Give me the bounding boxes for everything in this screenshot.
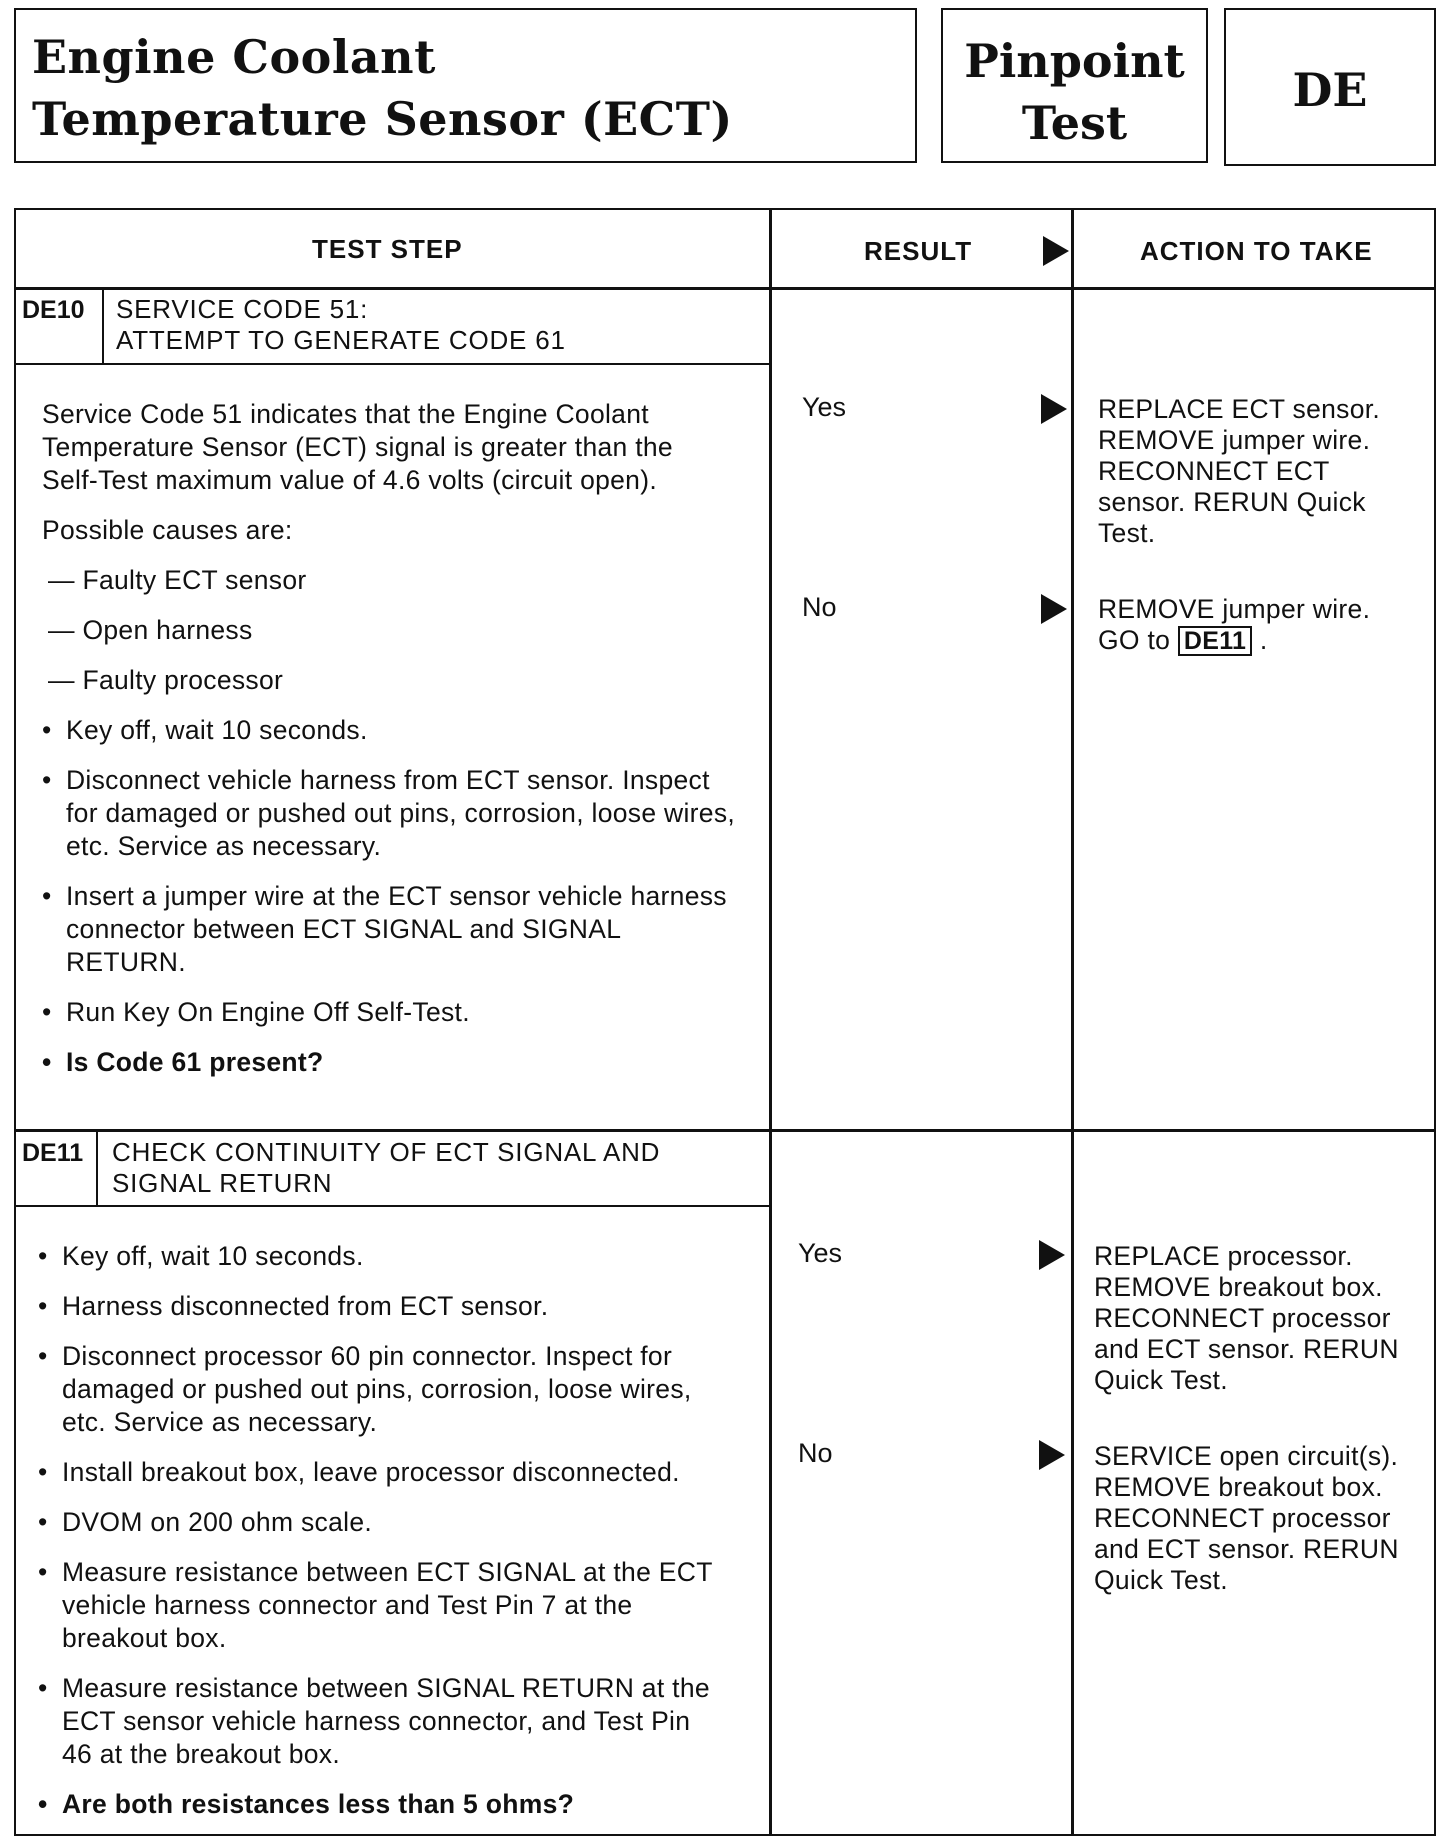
result-arrow-icon	[1041, 594, 1067, 624]
pinpoint-test-label	[943, 30, 1206, 154]
step-bullet: • Measure resistance between SIGNAL RETURN at the ECT sensor vehicle harness connector, and Test Pin 46 at the breakout box.	[36, 1672, 726, 1771]
step-bullet: • Run Key On Engine Off Self-Test.	[40, 996, 740, 1029]
result-arrow-icon	[1043, 236, 1069, 266]
step-bullet: • Harness disconnected from ECT sensor.	[36, 1290, 736, 1323]
step-id-divider	[96, 1132, 98, 1207]
step-title-line-1: SERVICE CODE 51:	[116, 294, 369, 324]
title-line-2: Temperature Sensor (ECT)	[32, 92, 733, 146]
column-header-result: RESULT	[864, 236, 973, 266]
step-title-line-2: ATTEMPT TO GENERATE CODE 61	[116, 325, 566, 355]
step-id-divider	[102, 289, 104, 365]
step-reference-link[interactable]: DE11	[1178, 626, 1252, 656]
step-bullet: • Install breakout box, leave processor disconnected.	[36, 1456, 751, 1489]
step-bullet: • Key off, wait 10 seconds.	[40, 714, 740, 747]
result-arrow-icon	[1041, 394, 1067, 424]
cause-item: — Open harness	[48, 615, 253, 645]
intro-line-2: Temperature Sensor (ECT) signal is greater than the	[42, 432, 673, 462]
cause-item: — Faulty ECT sensor	[48, 565, 307, 595]
intro-line-1: Service Code 51 indicates that the Engine Coolant	[42, 399, 649, 429]
pinpoint-line-2: Test	[1021, 96, 1128, 150]
step-question: • Are both resistances less than 5 ohms?	[36, 1788, 751, 1821]
column-header-test-step: TEST STEP	[312, 234, 463, 264]
result-arrow-icon	[1039, 1440, 1065, 1470]
action-yes: REPLACE processor. REMOVE breakout box. RECONNECT processor and ECT sensor. RERUN Quick Test.	[1094, 1241, 1399, 1395]
column-divider-1	[769, 210, 772, 1836]
result-arrow-icon	[1039, 1240, 1065, 1270]
step-bullet: • Insert a jumper wire at the ECT sensor vehicle harness connector between ECT SIGNAL and SIGNAL RETURN.	[40, 880, 730, 979]
step-header-de11	[16, 1132, 769, 1207]
cause-item: — Faulty processor	[48, 665, 284, 695]
causes-label: Possible causes are:	[42, 515, 293, 545]
step-id: DE11	[22, 1139, 84, 1167]
action-no: SERVICE open circuit(s). REMOVE breakout box. RECONNECT processor and ECT sensor. RERUN Quick Test.	[1094, 1441, 1399, 1595]
step-bullet: • DVOM on 200 ohm scale.	[36, 1506, 736, 1539]
result-no: No	[802, 592, 837, 622]
document-title-box	[14, 8, 917, 163]
step-bullet: • Disconnect processor 60 pin connector. Inspect for damaged or pushed out pins, corrosion, loose wires, etc. Service as necessary.	[36, 1340, 726, 1439]
step-id: DE10	[22, 296, 85, 324]
column-divider-2	[1071, 210, 1074, 1836]
step-bullet: • Key off, wait 10 seconds.	[36, 1240, 736, 1273]
action-no-end: .	[1259, 625, 1268, 655]
result-no: No	[798, 1438, 833, 1468]
title-line-1: Engine Coolant	[32, 30, 436, 84]
step-bullet: • Measure resistance between ECT SIGNAL at the ECT vehicle harness connector and Test Pin 7 at the breakout box.	[36, 1556, 726, 1655]
pinpoint-table	[14, 208, 1436, 1836]
action-yes: REPLACE ECT sensor. REMOVE jumper wire. RECONNECT ECT sensor. RERUN Quick Test.	[1098, 394, 1381, 548]
step-header-de10	[16, 289, 769, 365]
column-header-action: ACTION TO TAKE	[1140, 236, 1373, 266]
pinpoint-test-box	[941, 8, 1208, 163]
intro-line-3: Self-Test maximum value of 4.6 volts (circuit open).	[42, 465, 658, 495]
test-code: DE	[1292, 63, 1368, 117]
step-header-underline	[16, 363, 769, 365]
step-question: • Is Code 61 present?	[40, 1046, 740, 1079]
test-code-box	[1224, 8, 1436, 166]
result-yes: Yes	[798, 1238, 843, 1268]
step-title-line-1: CHECK CONTINUITY OF ECT SIGNAL AND	[112, 1137, 661, 1167]
step-bullet: • Disconnect vehicle harness from ECT sensor. Inspect for damaged or pushed out pins, corrosion, loose wires, etc. Service as necessary.	[40, 764, 740, 863]
result-yes: Yes	[802, 392, 847, 422]
step-header-underline	[16, 1205, 769, 1207]
action-no	[1098, 594, 1418, 656]
action-no-text: REMOVE jumper wire. GO to	[1098, 594, 1371, 655]
pinpoint-line-1: Pinpoint	[964, 34, 1185, 88]
document-title	[32, 26, 733, 150]
step-title-line-2: SIGNAL RETURN	[112, 1168, 333, 1198]
